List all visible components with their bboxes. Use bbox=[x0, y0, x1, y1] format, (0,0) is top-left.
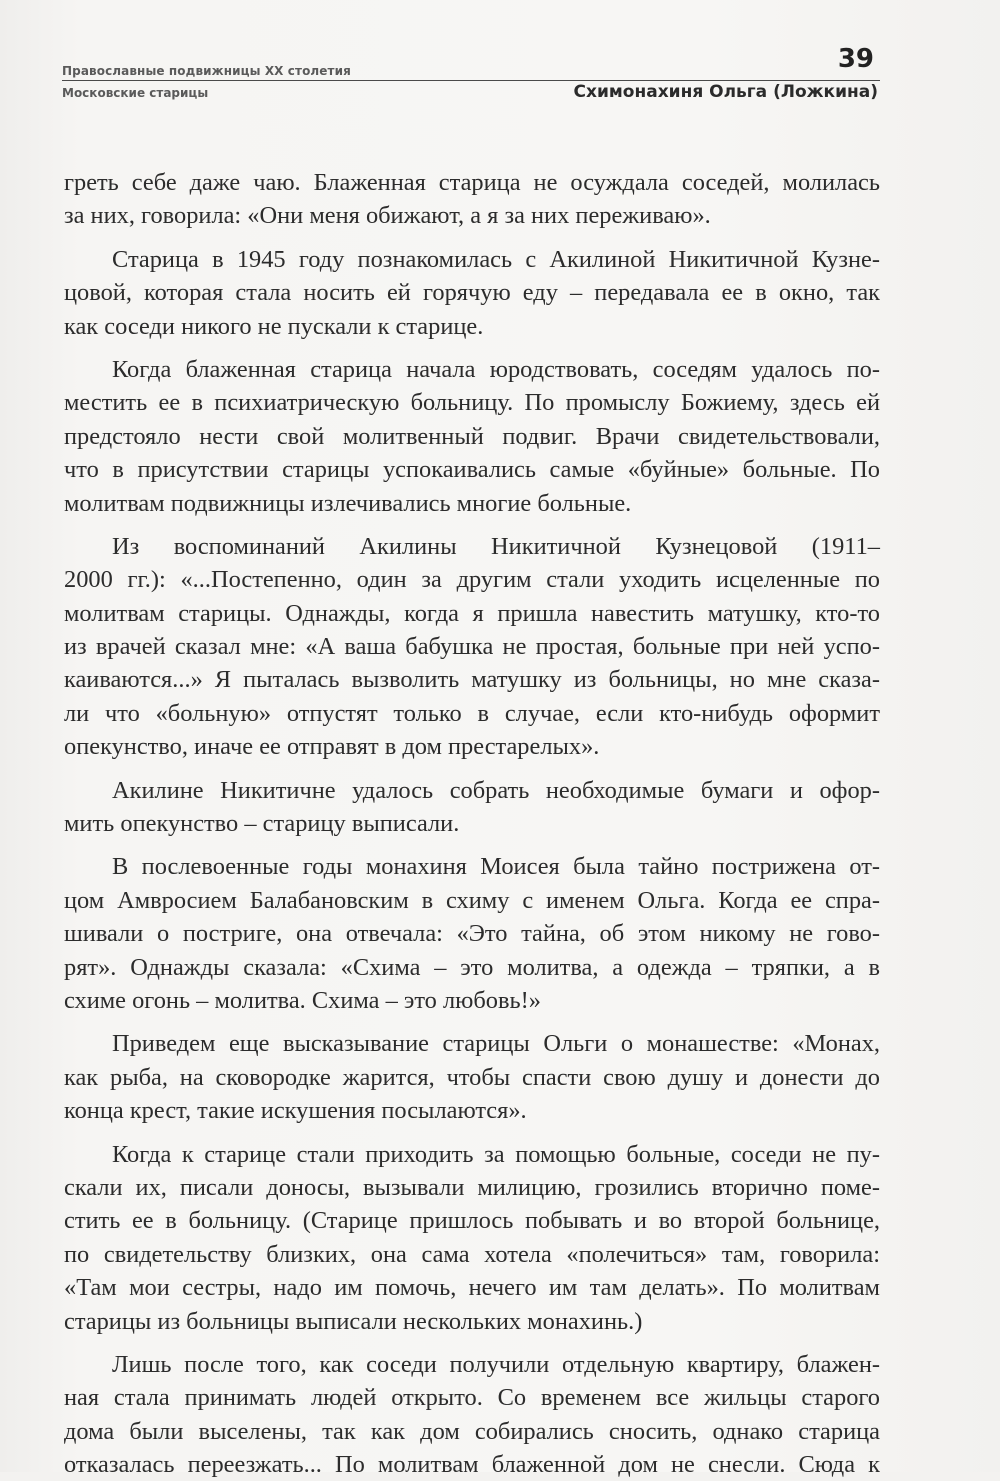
text-line: «Там мои сестры, надо им помочь, нечего им там делать». По молитвам bbox=[64, 1274, 880, 1302]
text-line: молитвам старицы. Однажды, когда я пришла навестить матушку, кто-то bbox=[64, 599, 880, 627]
section-title: Московские старицы bbox=[62, 86, 209, 100]
text-line: ная стала принимать людей открыто. Со временем все жильцы старого bbox=[64, 1384, 880, 1412]
text-line: греть себе даже чаю. Блаженная старица не осуждала соседей, молилась bbox=[64, 169, 880, 196]
text-line: местить ее в психиатрическую больницу. По промыслу Божиему, здесь ей bbox=[64, 389, 880, 417]
text-line: Из воспоминаний Акилины Никитичной Кузнецовой (1911– bbox=[112, 532, 880, 560]
paragraph bbox=[64, 353, 880, 520]
text-line: старицы из больницы выписали нескольких монахинь.) bbox=[64, 1307, 643, 1335]
paragraph bbox=[64, 850, 880, 1017]
text-line: схиме огонь – молитва. Схима – это любовь!» bbox=[64, 986, 541, 1014]
text-line: каиваются...» Я пыталась вызволить матушку из больницы, но мне сказа- bbox=[64, 666, 880, 694]
paragraph bbox=[64, 530, 880, 764]
text-line: стить ее в больницу. (Старице пришлось побывать и во второй больнице, bbox=[64, 1207, 880, 1235]
text-line: скали их, писали доносы, вызывали милицию, грозились вторично поме- bbox=[64, 1173, 880, 1201]
text-line: молитвам подвижницы излечивались многие больные. bbox=[64, 489, 632, 517]
text-line: опекунство, иначе ее отправят в дом престарелых». bbox=[64, 733, 600, 761]
header-divider bbox=[62, 80, 880, 81]
text-line: Акилине Никитичне удалось собрать необходимые бумаги и офор- bbox=[112, 776, 880, 804]
text-line: Лишь после того, как соседи получили отдельную квартиру, блажен- bbox=[112, 1350, 880, 1378]
text-line: Когда к старице стали приходить за помощью больные, соседи не пу- bbox=[112, 1140, 880, 1168]
body-text bbox=[64, 166, 880, 1481]
text-line: рят». Однажды сказала: «Схима – это молитва, а одежда – тряпки, а в bbox=[64, 953, 880, 981]
page-number: 39 bbox=[837, 44, 874, 74]
chapter-title: Схимонахиня Ольга (Ложкина) bbox=[573, 82, 878, 102]
text-line: предстояло нести свой молитвенный подвиг. Врачи свидетельствовали, bbox=[64, 422, 880, 450]
text-line: как рыба, на сковородке жарится, чтобы спасти свою душу и донести до bbox=[64, 1063, 880, 1091]
text-line: по свидетельству близких, она сама хотела «полечиться» там, говорила: bbox=[64, 1240, 880, 1268]
text-line: что в присутствии старицы успокаивались самые «буйные» больные. По bbox=[64, 456, 880, 484]
text-line: отказалась переезжать... По молитвам блаженной дом не снесли. Сюда к bbox=[64, 1451, 880, 1479]
paragraph bbox=[64, 1027, 880, 1127]
paragraph bbox=[64, 774, 880, 841]
text-line: дома были выселены, так как дом собирались сносить, однако старица bbox=[64, 1417, 880, 1445]
text-line: Приведем еще высказывание старицы Ольги о монашестве: «Монах, bbox=[112, 1030, 880, 1058]
text-line: за них, говорила: «Они меня обижают, а я за них переживаю». bbox=[64, 202, 711, 230]
running-header bbox=[62, 46, 880, 106]
text-line: цом Амвросием Балабановским в схиму с именем Ольга. Когда ее спра- bbox=[64, 886, 880, 914]
book-title: Православные подвижницы XX столетия bbox=[62, 64, 351, 78]
text-line: как соседи никого не пускали к старице. bbox=[64, 312, 484, 340]
paragraph bbox=[64, 1348, 880, 1481]
text-line: В послевоенные годы монахиня Моисея была тайно пострижена от- bbox=[112, 853, 880, 881]
text-line: ли что «больную» отпустят только в случае, если кто-нибудь оформит bbox=[64, 699, 880, 727]
paragraph bbox=[64, 166, 880, 233]
text-line: Старица в 1945 году познакомилась с Акилиной Никитичной Кузне- bbox=[112, 245, 880, 273]
text-line: шивали о постриге, она отвечала: «Это тайна, об этом никому не гово- bbox=[64, 920, 880, 948]
text-line: 2000 гг.): «...Постепенно, один за другим стали уходить исцеленные по bbox=[64, 566, 880, 594]
text-line: цовой, которая стала носить ей горячую еду – передавала ее в окно, так bbox=[64, 279, 880, 307]
paragraph bbox=[64, 243, 880, 343]
text-line: мить опекунство – старицу выписали. bbox=[64, 810, 460, 838]
text-line: конца крест, такие искушения посылаются». bbox=[64, 1097, 527, 1125]
text-line: Когда блаженная старица начала юродствовать, соседям удалось по- bbox=[112, 355, 880, 383]
paragraph bbox=[64, 1138, 880, 1338]
text-line: из врачей сказал мне: «А ваша бабушка не простая, больные при ней успо- bbox=[64, 633, 880, 661]
